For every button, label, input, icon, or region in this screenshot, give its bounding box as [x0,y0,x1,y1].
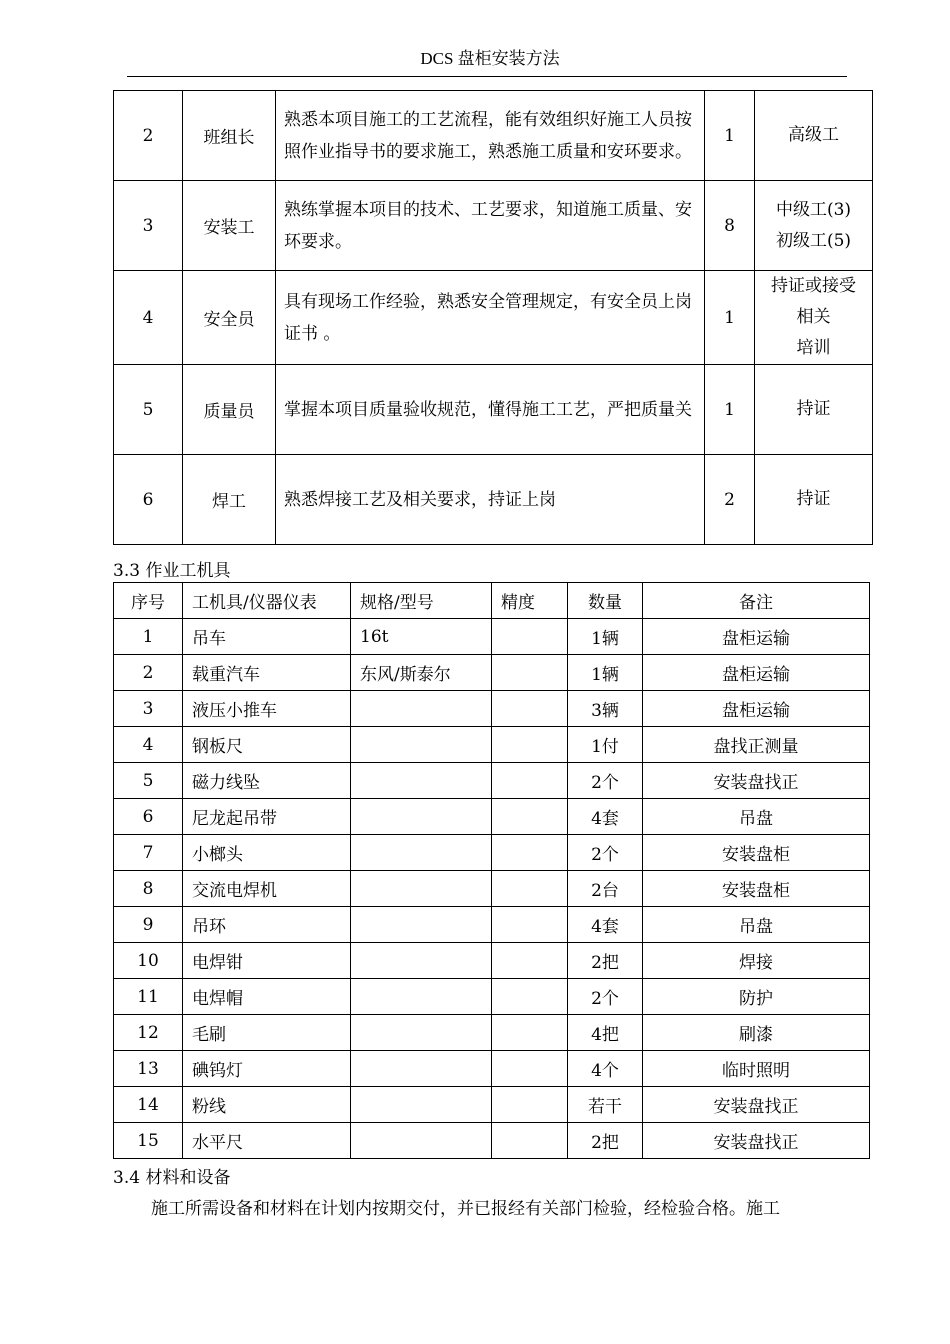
precision-cell [492,1015,568,1051]
description-cell: 熟练掌握本项目的技术、工艺要求，知道施工质量、安环要求。 [276,181,705,271]
remark-cell: 盘找正测量 [643,727,870,763]
count-cell: 1 [705,91,755,181]
precision-cell [492,619,568,655]
precision-cell [492,871,568,907]
spec-cell [351,763,492,799]
tools-row [114,835,870,871]
spec-cell [351,835,492,871]
precision-cell [492,979,568,1015]
quantity-cell: 2个 [568,835,643,871]
spec-cell [351,727,492,763]
spec-cell [351,979,492,1015]
row-number: 5 [114,763,183,799]
role-cell: 班组长 [183,91,276,181]
tools-row [114,655,870,691]
tool-name-cell: 电焊帽 [183,979,351,1015]
qualification-cell: 高级工 [755,91,873,181]
precision-cell [492,1123,568,1159]
description-cell: 熟悉本项目施工的工艺流程，能有效组织好施工人员按照作业指导书的要求施工，熟悉施工质量和安环要求。 [276,91,705,181]
tools-row [114,979,870,1015]
spec-cell [351,1087,492,1123]
tools-row [114,799,870,835]
spec-cell [351,1015,492,1051]
spec-cell [351,871,492,907]
tools-row [114,1123,870,1159]
spec-cell: 16t [351,619,492,655]
row-number: 6 [114,455,183,545]
count-cell: 1 [705,365,755,455]
quantity-cell: 4把 [568,1015,643,1051]
spec-cell [351,1051,492,1087]
row-number: 5 [114,365,183,455]
remark-cell: 吊盘 [643,799,870,835]
personnel-row [114,181,873,271]
spec-cell [351,943,492,979]
tools-row [114,763,870,799]
quantity-cell: 2个 [568,763,643,799]
quantity-cell: 若干 [568,1087,643,1123]
precision-cell [492,799,568,835]
tool-name-cell: 粉线 [183,1087,351,1123]
role-cell: 安装工 [183,181,276,271]
qualification-cell: 中级工(3) 初级工(5) [755,181,873,271]
spec-cell [351,691,492,727]
row-number: 8 [114,871,183,907]
row-number: 13 [114,1051,183,1087]
row-number: 15 [114,1123,183,1159]
count-cell: 1 [705,271,755,365]
tools-header-row [114,583,870,619]
column-header: 工机具/仪器仪表 [183,583,351,619]
precision-cell [492,1087,568,1123]
section-heading-tools: 3.3 作业工机具 [113,561,231,581]
tool-name-cell: 尼龙起吊带 [183,799,351,835]
quantity-cell: 1辆 [568,655,643,691]
quantity-cell: 4套 [568,799,643,835]
row-number: 12 [114,1015,183,1051]
remark-cell: 安装盘找正 [643,1087,870,1123]
spec-cell [351,799,492,835]
precision-cell [492,727,568,763]
tool-name-cell: 交流电焊机 [183,871,351,907]
remark-cell: 盘柜运输 [643,655,870,691]
tool-name-cell: 毛刷 [183,1015,351,1051]
tools-row [114,1051,870,1087]
description-cell: 掌握本项目质量验收规范，懂得施工工艺，严把质量关 [276,365,705,455]
row-number: 7 [114,835,183,871]
tool-name-cell: 小榔头 [183,835,351,871]
precision-cell [492,835,568,871]
quantity-cell: 1付 [568,727,643,763]
count-cell: 2 [705,455,755,545]
qualification-cell: 持证或接受 相关 培训 [755,271,873,365]
row-number: 2 [114,91,183,181]
spec-cell [351,1123,492,1159]
page-header-title: DCS 盘柜安装方法 [420,49,560,68]
quantity-cell: 3辆 [568,691,643,727]
row-number: 3 [114,691,183,727]
personnel-row [114,365,873,455]
column-header: 序号 [114,583,183,619]
count-cell: 8 [705,181,755,271]
remark-cell: 刷漆 [643,1015,870,1051]
remark-cell: 安装盘柜 [643,835,870,871]
remark-cell: 安装盘找正 [643,1123,870,1159]
precision-cell [492,691,568,727]
tools-row [114,1087,870,1123]
tool-name-cell: 吊环 [183,907,351,943]
role-cell: 质量员 [183,365,276,455]
tools-table [113,582,870,1159]
tools-row [114,691,870,727]
remark-cell: 吊盘 [643,907,870,943]
remark-cell: 盘柜运输 [643,691,870,727]
tool-name-cell: 吊车 [183,619,351,655]
row-number: 14 [114,1087,183,1123]
spec-cell: 东风/斯泰尔 [351,655,492,691]
personnel-table [113,90,873,545]
quantity-cell: 4个 [568,1051,643,1087]
description-cell: 熟悉焊接工艺及相关要求，持证上岗 [276,455,705,545]
tools-row [114,619,870,655]
remark-cell: 安装盘找正 [643,763,870,799]
column-header: 精度 [492,583,568,619]
precision-cell [492,655,568,691]
tools-row [114,943,870,979]
remark-cell: 临时照明 [643,1051,870,1087]
precision-cell [492,763,568,799]
description-cell: 具有现场工作经验，熟悉安全管理规定，有安全员上岗证书 。 [276,271,705,365]
remark-cell: 盘柜运输 [643,619,870,655]
personnel-row [114,455,873,545]
row-number: 11 [114,979,183,1015]
tools-row [114,907,870,943]
row-number: 6 [114,799,183,835]
qualification-cell: 持证 [755,365,873,455]
tool-name-cell: 水平尺 [183,1123,351,1159]
tool-name-cell: 液压小推车 [183,691,351,727]
tool-name-cell: 钢板尺 [183,727,351,763]
tool-name-cell: 磁力线坠 [183,763,351,799]
quantity-cell: 2个 [568,979,643,1015]
quantity-cell: 2把 [568,1123,643,1159]
row-number: 4 [114,271,183,365]
remark-cell: 安装盘柜 [643,871,870,907]
row-number: 2 [114,655,183,691]
role-cell: 安全员 [183,271,276,365]
precision-cell [492,943,568,979]
column-header: 规格/型号 [351,583,492,619]
qualification-cell: 持证 [755,455,873,545]
tool-name-cell: 电焊钳 [183,943,351,979]
quantity-cell: 1辆 [568,619,643,655]
row-number: 10 [114,943,183,979]
remark-cell: 防护 [643,979,870,1015]
precision-cell [492,1051,568,1087]
tools-row [114,1015,870,1051]
materials-paragraph: 施工所需设备和材料在计划内按期交付，并已报经有关部门检验，经检验合格。施工 [151,1199,780,1219]
tool-name-cell: 载重汽车 [183,655,351,691]
quantity-cell: 2把 [568,943,643,979]
role-cell: 焊工 [183,455,276,545]
remark-cell: 焊接 [643,943,870,979]
quantity-cell: 4套 [568,907,643,943]
tool-name-cell: 碘钨灯 [183,1051,351,1087]
personnel-row [114,271,873,365]
column-header: 数量 [568,583,643,619]
row-number: 1 [114,619,183,655]
quantity-cell: 2台 [568,871,643,907]
row-number: 9 [114,907,183,943]
tools-row [114,871,870,907]
row-number: 4 [114,727,183,763]
row-number: 3 [114,181,183,271]
personnel-row [114,91,873,181]
column-header: 备注 [643,583,870,619]
precision-cell [492,907,568,943]
tools-row [114,727,870,763]
spec-cell [351,907,492,943]
section-heading-materials: 3.4 材料和设备 [113,1168,231,1188]
header-divider [127,76,847,77]
